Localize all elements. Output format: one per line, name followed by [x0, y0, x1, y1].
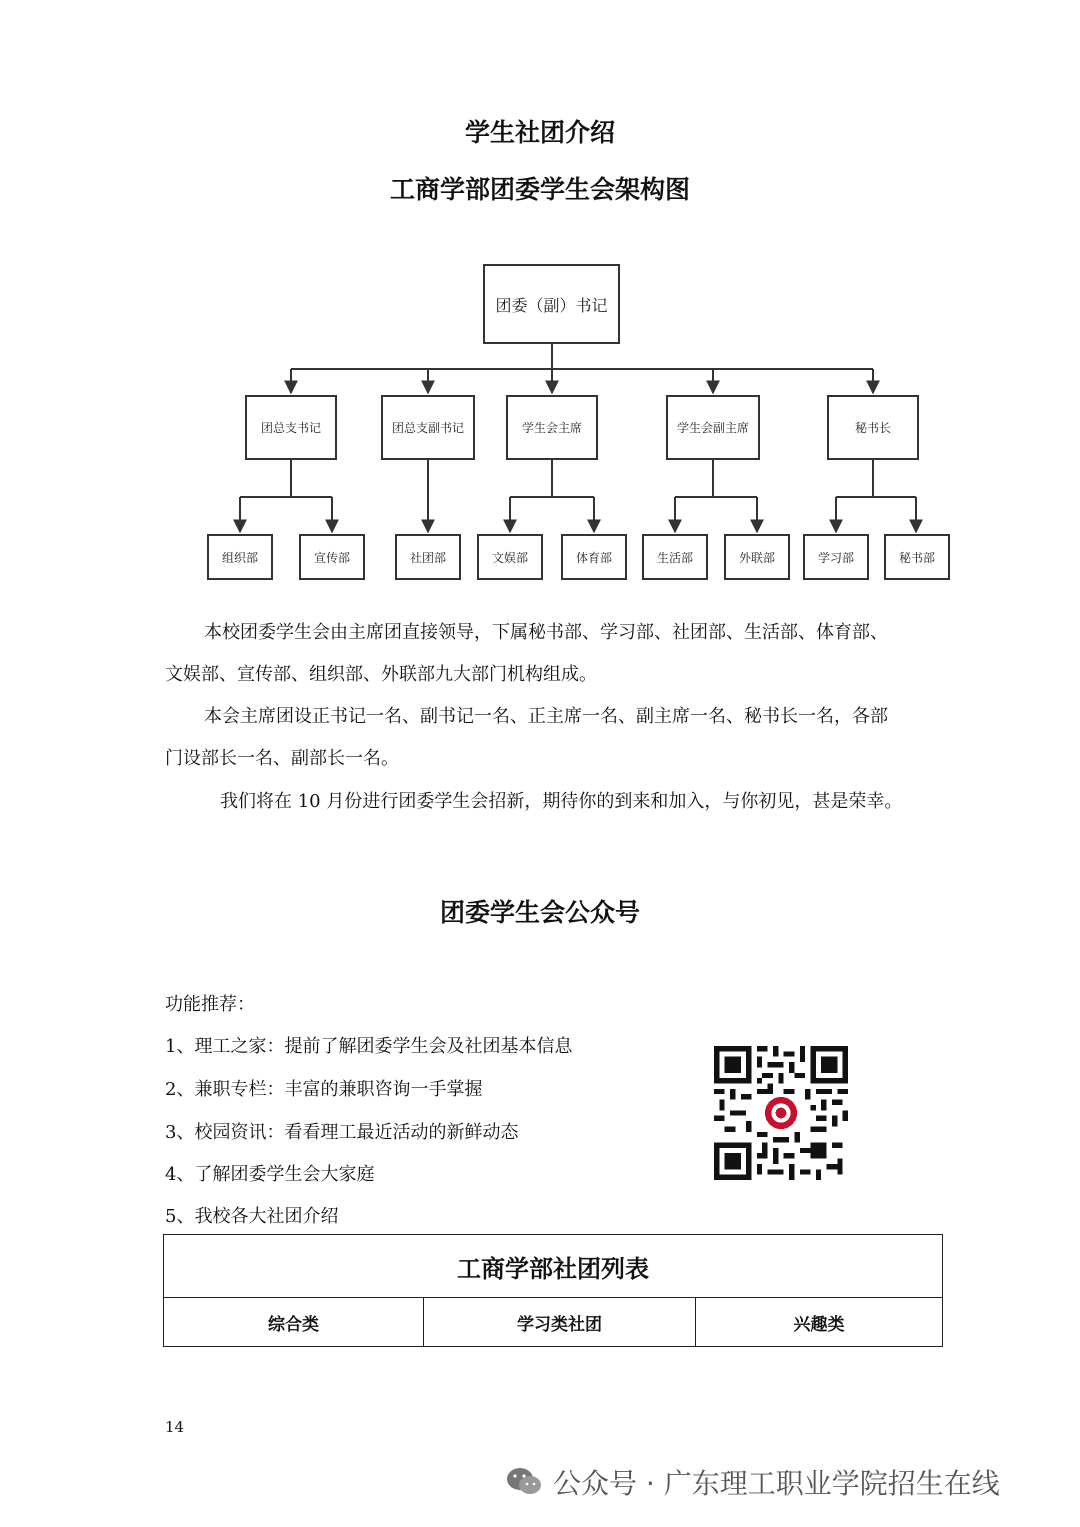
feature-label: 功能推荐：	[165, 994, 255, 1015]
org-node-branch: 秘书长	[827, 395, 919, 460]
qr-code-icon[interactable]	[712, 1046, 850, 1180]
feature-item: 5、我校各大社团介绍	[165, 1206, 339, 1227]
feature-item: 2、兼职专栏：丰富的兼职咨询一手掌握	[165, 1079, 483, 1100]
wechat-icon	[505, 1466, 543, 1498]
club-table-header-cell: 学习类社团	[424, 1298, 696, 1347]
org-node-branch: 团总支书记	[245, 395, 337, 460]
paragraph-line: 门设部长一名、副部长一名。	[165, 748, 399, 769]
club-table-header-cell: 兴趣类	[696, 1298, 943, 1347]
section-title-intro: 学生社团介绍	[464, 118, 615, 147]
watermark	[505, 1462, 1000, 1502]
org-node-department: 外联部	[724, 534, 790, 580]
paragraph-line: 本会主席团设正书记一名、副书记一名、正主席一名、副主席一名、秘书长一名，各部	[204, 706, 888, 727]
org-node-department: 社团部	[395, 534, 461, 580]
org-node-department: 秘书部	[884, 534, 950, 580]
paragraph-line: 我们将在 10 月份进行团委学生会招新，期待你的到来和加入，与你初见，甚是荣幸。	[220, 791, 903, 812]
org-node-branch: 学生会主席	[506, 395, 598, 460]
paragraph-line: 本校团委学生会由主席团直接领导，下属秘书部、学习部、社团部、生活部、体育部、	[204, 622, 888, 643]
org-node-branch: 学生会副主席	[666, 395, 760, 460]
paragraph-line: 文娱部、宣传部、组织部、外联部九大部门机构组成。	[165, 664, 597, 685]
section-title-account: 团委学生会公众号	[439, 898, 640, 927]
org-node-department: 生活部	[642, 534, 708, 580]
org-node-root: 团委（副）书记	[483, 264, 620, 344]
org-node-branch: 团总支副书记	[381, 395, 475, 460]
feature-item: 1、理工之家：提前了解团委学生会及社团基本信息	[165, 1036, 573, 1057]
org-node-department: 组织部	[207, 534, 273, 580]
watermark-text: 公众号 · 广东理工职业学院招生在线	[553, 1467, 1000, 1500]
page-number: 14	[165, 1418, 185, 1436]
org-node-department: 体育部	[561, 534, 627, 580]
club-table	[163, 1234, 943, 1347]
org-node-department: 学习部	[803, 534, 869, 580]
org-node-department: 宣传部	[299, 534, 365, 580]
club-table-header-cell: 综合类	[164, 1298, 424, 1347]
section-title-org-chart: 工商学部团委学生会架构图	[389, 175, 690, 204]
feature-item: 3、校园资讯：看看理工最近活动的新鲜动态	[165, 1122, 519, 1143]
club-table-caption: 工商学部社团列表	[164, 1235, 943, 1298]
feature-item: 4、了解团委学生会大家庭	[165, 1164, 375, 1185]
org-node-department: 文娱部	[477, 534, 543, 580]
